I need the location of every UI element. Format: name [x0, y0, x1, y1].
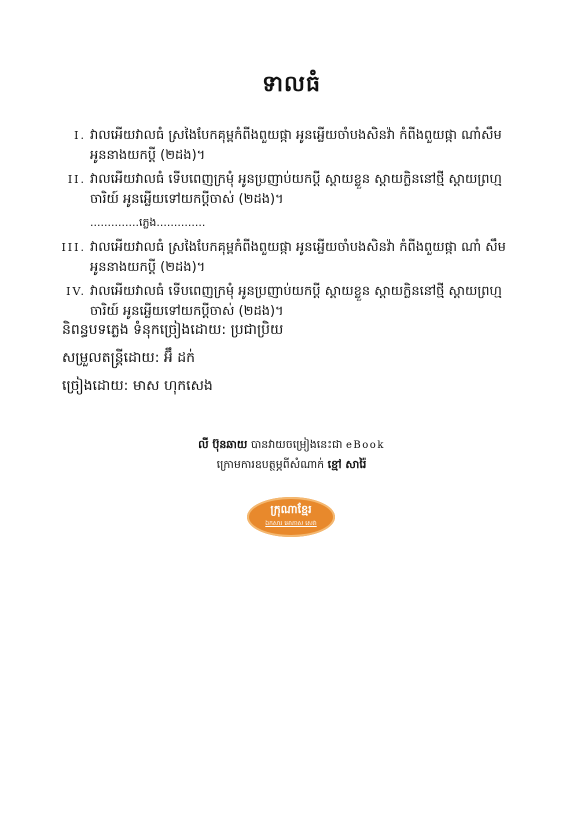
- verse-number: I.: [74, 129, 86, 142]
- arranger-credit: សម្រួលតន្ត្រីដោយ: អ៊ឹ ដក់: [62, 350, 196, 366]
- music-interlude: ..............ភ្លេង..............: [90, 216, 206, 229]
- verse-3: [58, 238, 528, 278]
- lyrics: [58, 126, 528, 326]
- verse-line: វាលអើយវាលធំ ស្រងៃបែកគុម្ពកំពីងពួយផ្កា អូនអើ្លយចាំបងសិនវ៉ា កំពីងពួយផ្កា ណាំសឹម: [90, 128, 502, 143]
- verse-number: III.: [61, 241, 86, 254]
- logo-title: ក្រុណាខ្មែរ: [270, 503, 312, 516]
- song-title: ទាលធំ: [262, 72, 321, 97]
- sponsor-line: [0, 455, 583, 474]
- typist-text: បានវាយចម្រៀងនេះជា: [250, 438, 343, 451]
- verse-line: អូននាងយកប្ដី (២ដង)។: [90, 148, 206, 163]
- singer-credit: ច្រៀងដោយ: មាស ហុកសេង: [62, 378, 213, 394]
- verse-line: ចារិយ៍ អូនអើ្លយទៅយកប្ដីចាស់ (២ដង)។: [90, 192, 284, 207]
- verse-number: II.: [67, 173, 86, 186]
- credits: [62, 320, 283, 404]
- verse-line: វាលអើយវាលធំ ទើបពេញក្រមុំ អូនប្រញាប់យកប្ដី ស្ដាយខ្លួន ស្ដាយក្លិននៅថ្មី ស្ដាយព្រហ្ម: [90, 172, 502, 187]
- footer-note: [0, 435, 583, 474]
- sponsor-name: ខ្មៅ សារ៉ៃ: [327, 458, 367, 471]
- typist-name: លី ប៊ុនឆាយ: [198, 438, 248, 451]
- verse-line: អូននាងយកប្ដី (២ដង)។: [90, 260, 206, 275]
- verse-4: [58, 282, 528, 322]
- verse-line: វាលអើយវាលធំ ស្រងៃបែកគុម្ពកំពីងពួយផ្កា អូនអើ្លយចាំបងសិនវ៉ា កំពីងពួយផ្កា ណាំ សឹម: [90, 240, 506, 255]
- sponsor-text: ក្រោមការឧបត្ថម្ភពីសំណាក់: [216, 458, 325, 471]
- khmer-logo: [247, 497, 335, 537]
- verse-line: វាលអើយវាលធំ ទើបពេញក្រមុំ អូនប្រញាប់យកប្ដី ស្ដាយខ្លួន ស្ដាយក្លិននៅថ្មី ស្ដាយព្រហ្ម: [90, 284, 502, 299]
- logo-subtitle: ឯកសារ អោភាស សេវា: [265, 520, 317, 527]
- composer-credit: និពន្ធបទភ្លេង ទំនុកច្រៀងដោយ: ប្រជាប្រិយ: [62, 322, 284, 338]
- verse-2: [58, 170, 528, 210]
- ebook-label: eBook: [346, 440, 385, 451]
- verse-line: ចារិយ៍ អូនអើ្លយទៅយកប្ដីចាស់ (២ដង)។: [90, 304, 284, 319]
- typist-line: [0, 435, 583, 455]
- verse-number: IV.: [66, 285, 86, 298]
- verse-1: [58, 126, 528, 166]
